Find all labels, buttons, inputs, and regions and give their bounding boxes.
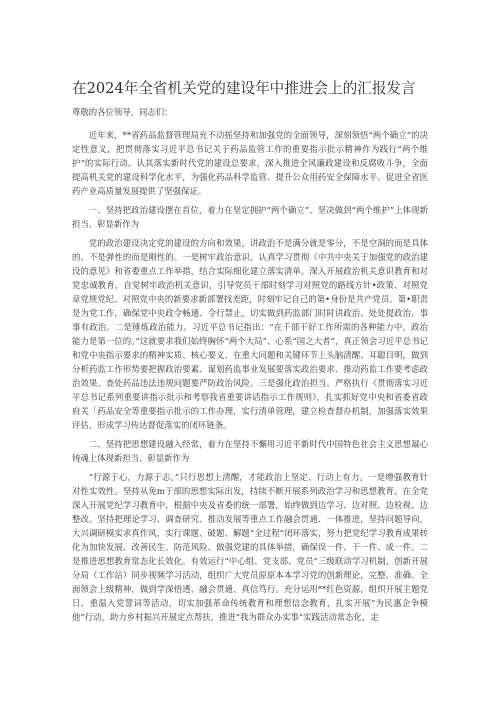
section-paragraph-1: 党的政治建设决定党的建设的方向和效果，讲政治不是满分就是零分，不是空洞的而是具体的、不是弹性的而是刚性的。一是树牢政治意识。认真学习贯彻《中共中央关于加强党的政治建设的意见》和省委重点工作举措，结合实际细化建立落实清单。深入开展政治机关意识教育和对党忠诚教育，自觉树牢政治机关意识，引导党员干部时刻学习对照党的路线方针•政策、对照党章党规党纪、对照党中央的新要求新部署找差距，时刻牢记自己的第•身份是共产党员、第•职责是为党工作，确保党中央政令畅通、令行禁止，切实做到药监部门时时讲政治、处处提政治、事事有政治。二是锤炼政治能力。习近平总书记指出：“在千部干好工作所需的各种能力中，政治能力是第一位的。”这就要求我们始终胸怀“两个大局”、心系“国之大者”，真正领会习近平总书记和党中央指示要求的精神实质、核心要义、在重大问题和关键环节上头脑清醒、耳聪目明，做到分析药监工作形势要把握政治要素、谋划药监事业发展要落实政治要求、推动药监工作要考虑政治效果、查处药品违法违规问题要严防政治风险。三是强化政治担当。严格执行《贯彻落实习近平总书记系列重要讲指示批示和考察我省重要讲话指示工作规则》，扎实抓好党中央和省委省政府关「药品安全等重要指示批示的工作办理，实行清单管理，建立检查督办机制，加强落实效果评估，形成学习传达督促落实的闭环链条。 [72,238,428,430]
section-paragraph-2: “行源于心，力源于志。”只行思想上清醒，才能政治上坚定、行动上有力。一是增强教育针对性实效性。坚持从免m于部的思想实际出发，持续不断开展系列政治学习和思想教育。在全党深入开展党纪学习教育中，根据中央及省委的统一部署，始终做到边学习、边对照、边检视、边整改。坚持把理论学习、调查研究、推动发展等重点工作融会贯通、一体推进，坚持问题导向，大兴调研模实求真作风，实行课题、破题、解题“全过程”闭环落实，努力把党纪学习教育成果转化为加快发展、改善民生、防范风险、做强党建的具体举措，确保误一件、干一件、成一件。二是推进思想教育常态化长效化。有效运行“中心组、党支部、党员”三级联动学习机制，创新开展分局（工作站）同步视频学习活动，组织广大党员原原本本学习党的创新理论，完整、准确、全面领会上级精神，做到学深悟透、融会贯通、真信笃行。充分运用**红色资源，组织开展主题党日、重温入党誓词等活动，切实加强革命传统教育和理想信念教育，扎实开展“为民惠企争模他”行动，助力乡村振兴开展定点帮扶，推进“我为群众办实事”实践活动常态化，走 [72,472,428,622]
document-title: 在2024年全省机关党的建设年中推进会上的汇报发言 [72,80,416,97]
section-heading-2: 二、坚持把思想建设融入经常，着力在坚持不懈用习近平新时代中国特色社会主义思想凝心铸魂上体现新担当、彰显新作为 [72,439,428,463]
salutation: 尊敬的各位领导，同志们： [72,107,173,117]
intro-paragraph: 近年来，**省药品监督管理局充不动摇坚持和加强党的全面领导，深刻领悟“两个确立”的决定性意义，把贯彻落实习近平总书记关于药品监管工作的重要指示批示精神作为践行“两个维护”的实际行动。认其落实新时代党的建设总要求，深入推进全风廉政建设和反腐败斗争，全面提高机关党的建设科学化水平，为强化药品科学监管、提升公众用药安全保障水平、促进全省医药产业高质量发展提供了坚强保证。 [72,130,428,196]
section-heading-1: 一、坚持把政治建设摆在首位，着力在坚定拥护“两个确立”、坚决做到“两个维护”上体现新担当、彰显新作为 [72,205,428,229]
